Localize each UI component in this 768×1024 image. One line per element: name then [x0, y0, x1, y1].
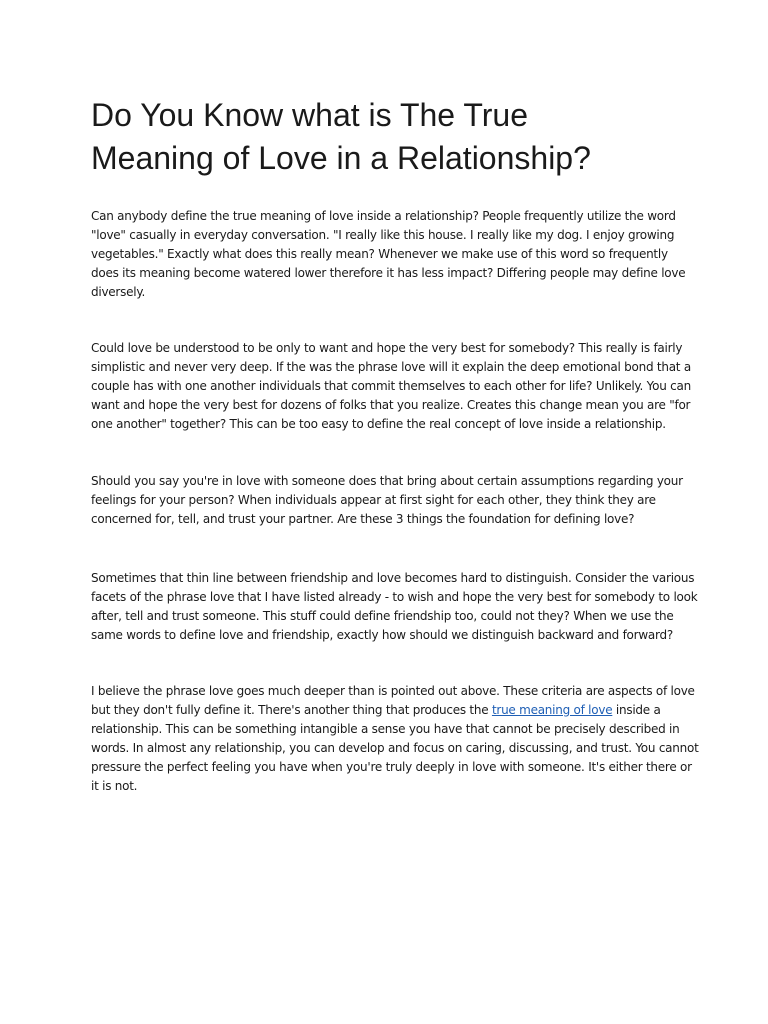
paragraph-line: Could love be understood to be only to want and hope the very best for somebody? This really is fairly: [91, 341, 683, 355]
page-title: [91, 94, 691, 180]
paragraph-line: pressure the perfect feeling you have when you're truly deeply in love with someone. It's either there or: [91, 759, 692, 774]
paragraph-line: after, tell and trust someone. This stuff could define friendship too, could not they? When we use the: [91, 608, 674, 623]
paragraph-line: want and hope the very best for dozens of folks that you realize. Creates this change mean you are "for: [91, 397, 691, 412]
paragraph-line: one another" together? This can be too easy to define the real concept of love inside a relationship.: [91, 416, 666, 431]
paragraph-2: [91, 339, 691, 434]
paragraph-line: diversely.: [91, 284, 146, 299]
paragraph-line: Sometimes that thin line between friendship and love becomes hard to distinguish. Consider the various: [91, 571, 695, 585]
paragraph-line: Should you say you're in love with someone does that bring about certain assumptions regarding your: [91, 474, 683, 488]
paragraph-1: [91, 207, 686, 302]
paragraph-line: vegetables." Exactly what does this really mean? Whenever we make use of this word so frequently: [91, 246, 668, 261]
paragraph-5: [91, 682, 699, 795]
link-leading-text: but they don't fully define it. There's another thing that produces the: [91, 702, 492, 717]
paragraph-line: "love" casually in everyday conversation. "I really like this house. I really like my dog. I enjoy growing: [91, 227, 675, 242]
paragraph-line: same words to define love and friendship, exactly how should we distinguish backward and forward?: [91, 627, 673, 642]
paragraph-line: Can anybody define the true meaning of love inside a relationship? People frequently utilize the word: [91, 209, 676, 223]
paragraph-line: feelings for your person? When individuals appear at first sight for each other, they think they are: [91, 492, 656, 507]
paragraph-line: concerned for, tell, and trust your partner. Are these 3 things the foundation for defining love?: [91, 511, 635, 526]
paragraph-4: [91, 569, 698, 645]
paragraph-line: simplistic and never very deep. If the was the phrase love will it explain the deep emotional bond that a: [91, 359, 691, 374]
paragraph-line: it is not.: [91, 778, 138, 793]
paragraph-line: facets of the phrase love that I have listed already - to wish and hope the very best for somebody to look: [91, 589, 698, 604]
true-meaning-of-love-link[interactable]: true meaning of love: [491, 702, 613, 717]
title-line-1: Do You Know what is The True: [91, 97, 529, 133]
paragraph-line: words. In almost any relationship, you can develop and focus on caring, discussing, and trust. You cannot: [91, 740, 699, 755]
title-line-2: Meaning of Love in a Relationship?: [91, 140, 591, 176]
paragraph-line: I believe the phrase love goes much deeper than is pointed out above. These criteria are aspects of love: [91, 684, 695, 698]
paragraph-line: relationship. This can be something intangible a sense you have that cannot be precisely described in: [91, 721, 680, 736]
link-trailing-text: inside a: [612, 702, 661, 717]
paragraph-3: [91, 472, 681, 529]
paragraph-line: couple has with one another individuals that commit themselves to each other for life? Unlikely. You can: [91, 378, 691, 393]
paragraph-line-with-link: [91, 701, 681, 720]
paragraph-line: does its meaning become watered lower therefore it has less impact? Differing people may define love: [91, 265, 686, 280]
